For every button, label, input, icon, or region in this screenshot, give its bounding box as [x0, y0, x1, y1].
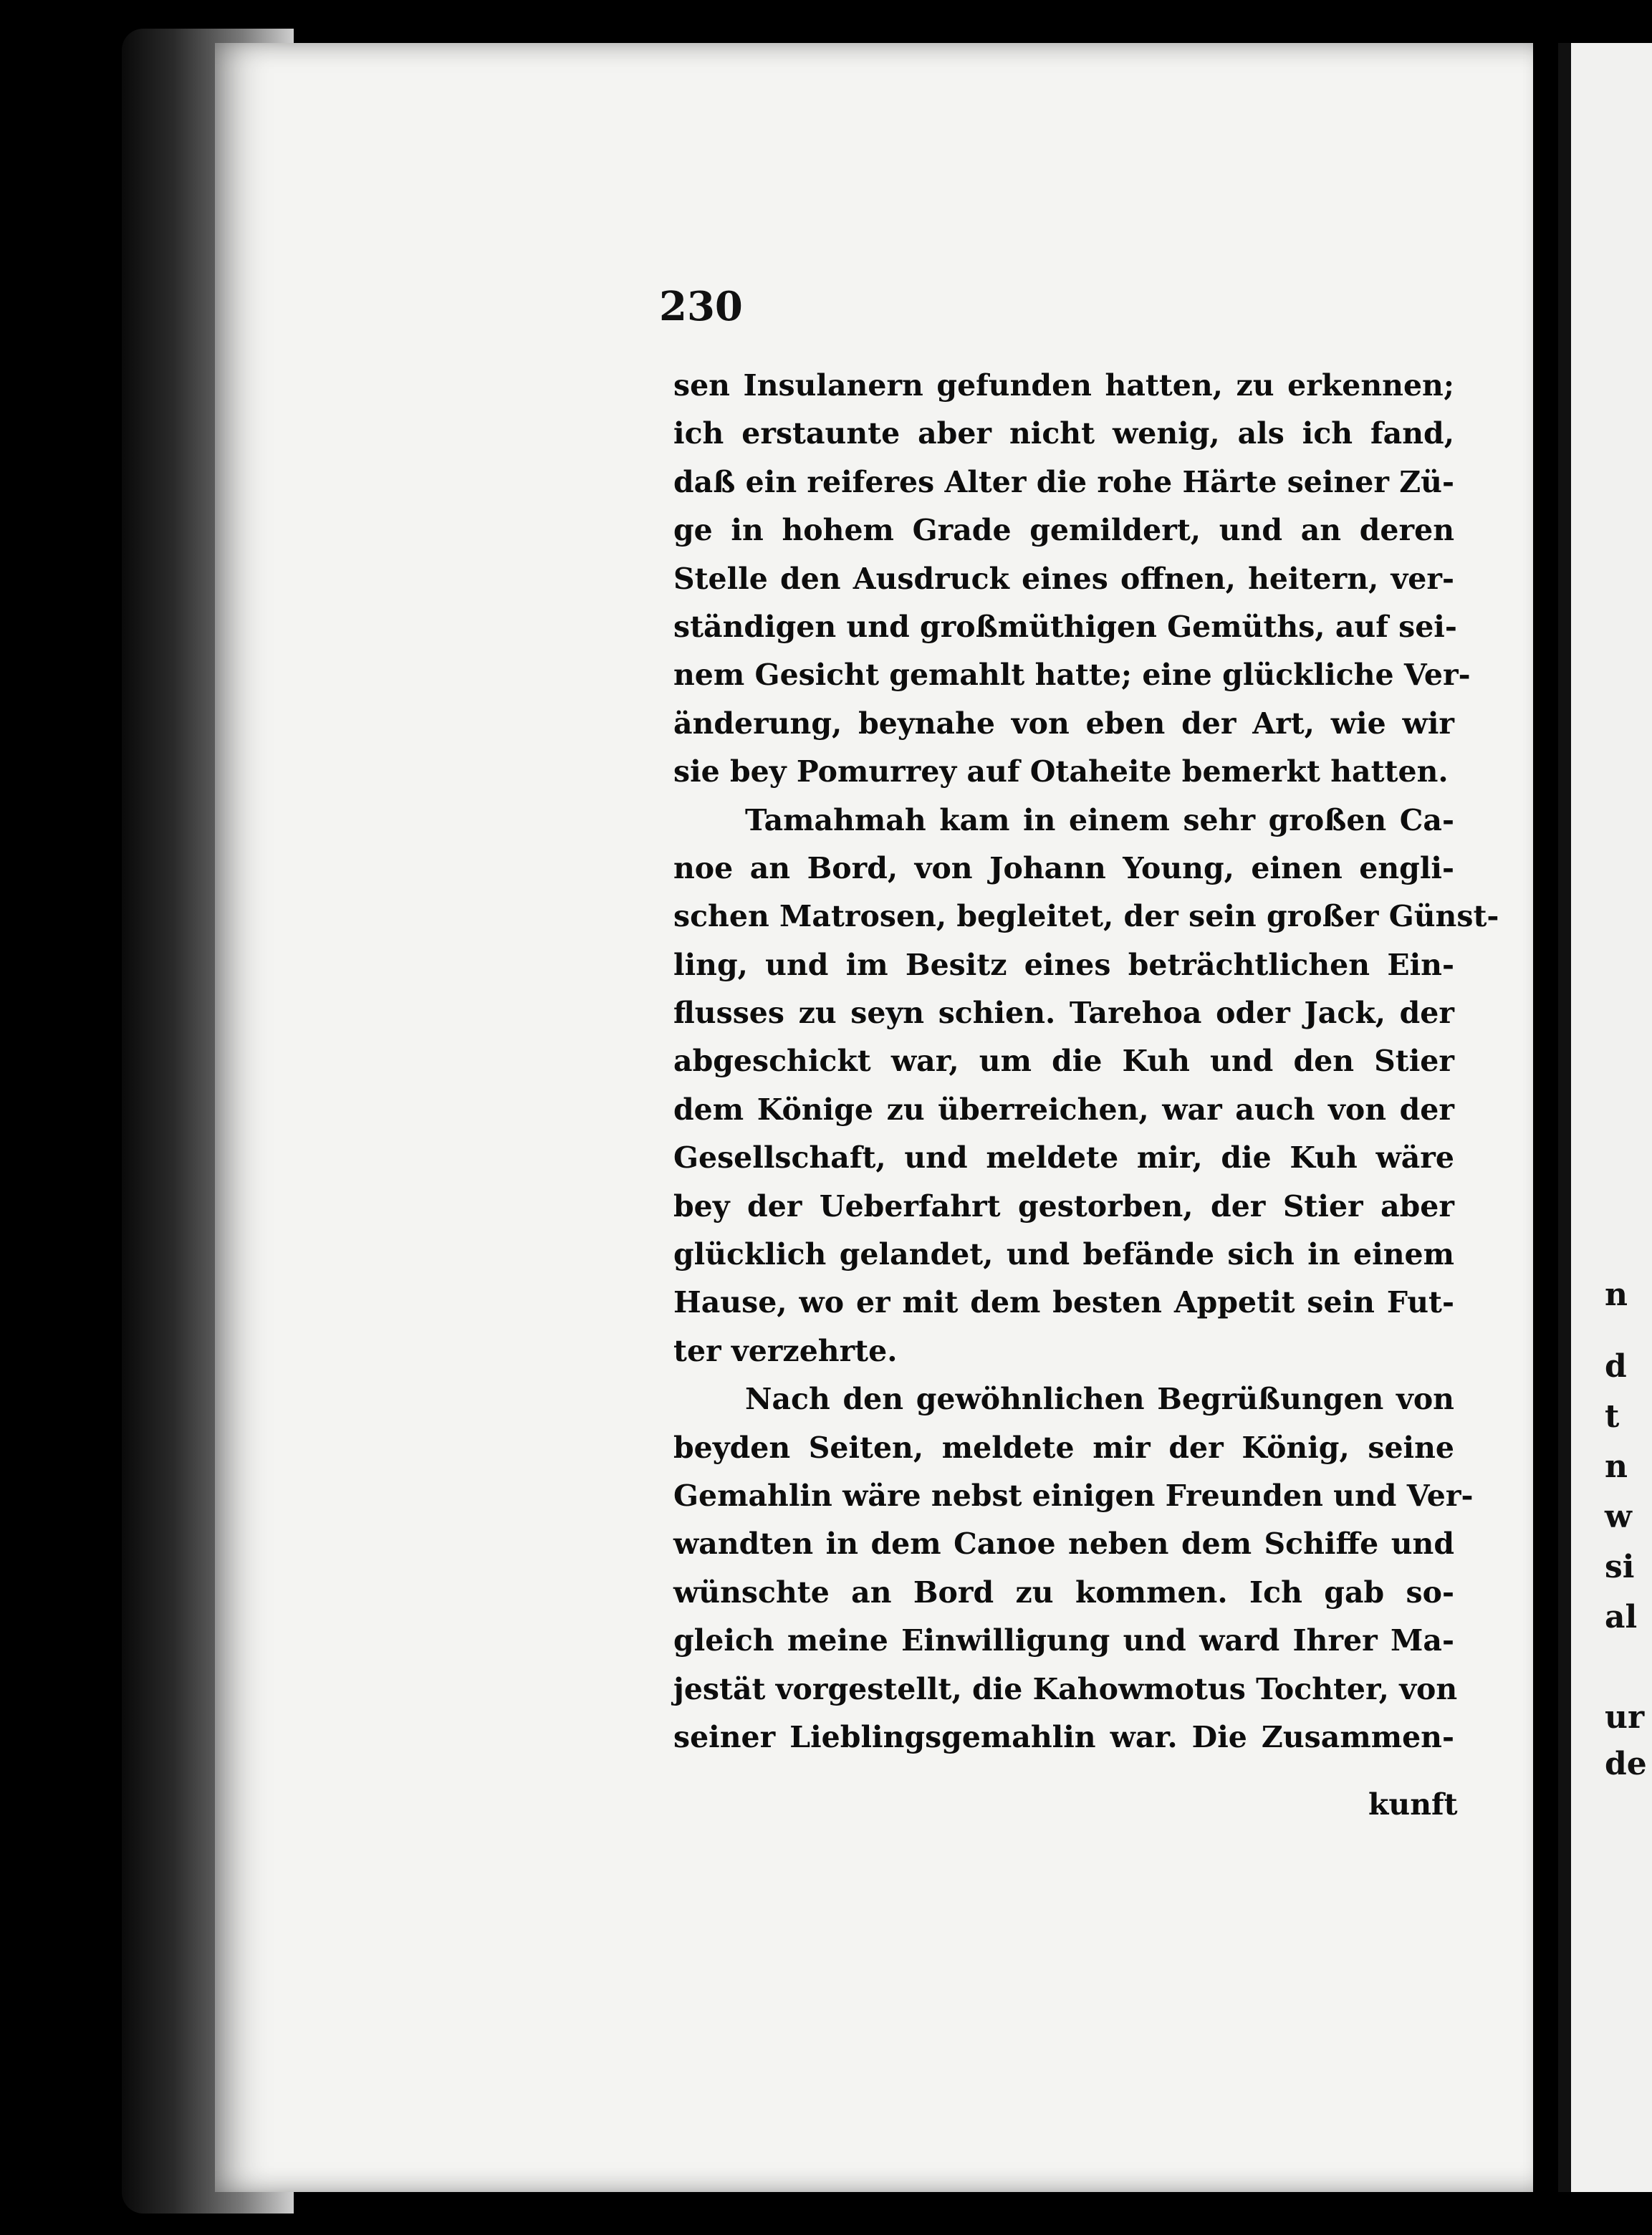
right-page-fragment: si [1605, 1549, 1635, 1585]
catchword: kunft [1368, 1787, 1458, 1822]
right-page-fragment: de [1605, 1746, 1647, 1782]
text-line: ter verzehrte. [673, 1333, 898, 1368]
text-line: wandten in dem Canoe neben dem Schiffe und [673, 1527, 1454, 1562]
right-page-fragment: al [1605, 1599, 1638, 1635]
right-page-fragment: n [1605, 1277, 1628, 1313]
text-line: gleich meine Einwilligung und ward Ihrer Ma- [673, 1623, 1454, 1658]
text-line: Nach den gewöhnlichen Begrüßungen von [745, 1382, 1454, 1417]
right-page-fragment: n [1605, 1448, 1628, 1485]
text-line: seiner Lieblingsgemahlin war. Die Zusammen- [673, 1719, 1454, 1754]
body-text [673, 362, 1499, 1761]
right-page-fragment: ur [1605, 1699, 1645, 1736]
text-line: daß ein reiferes Alter die rohe Härte seiner Zü- [673, 464, 1454, 499]
text-line: dem Könige zu überreichen, war auch von der [673, 1092, 1454, 1127]
text-line: ge in hohem Grade gemildert, und an deren [673, 513, 1454, 548]
text-line: sen Insulanern gefunden hatten, zu erkennen; [673, 368, 1454, 403]
text-line: beyden Seiten, meldete mir der König, seine [673, 1430, 1454, 1465]
text-line: flusses zu seyn schien. Tarehoa oder Jack, der [673, 996, 1454, 1031]
right-page-edge [1558, 43, 1652, 2192]
right-page-fragment: t [1605, 1398, 1620, 1435]
text-line: Gesellschaft, und meldete mir, die Kuh wäre [673, 1140, 1454, 1176]
text-line: Tamahmah kam in einem sehr großen Ca- [745, 802, 1454, 837]
text-line: ständigen und großmüthigen Gemüths, auf sei- [673, 609, 1457, 644]
text-line: Gemahlin wäre nebst einigen Freunden und Ver- [673, 1478, 1474, 1513]
text-line: ich erstaunte aber nicht wenig, als ich fand, [673, 416, 1454, 451]
text-line: Stelle den Ausdruck eines offnen, heitern, ver- [673, 561, 1454, 596]
text-line: jestät vorgestellt, die Kahowmotus Tochter, von [673, 1671, 1458, 1706]
text-line: schen Matrosen, begleitet, der sein großer Günst- [673, 899, 1499, 934]
text-line: änderung, beynahe von eben der Art, wie wir [673, 706, 1454, 741]
text-line: ling, und im Besitz eines beträchtlichen Ein- [673, 947, 1454, 982]
text-line: Hause, wo er mit dem besten Appetit sein Fut- [673, 1285, 1454, 1320]
text-line: sie bey Pomurrey auf Otaheite bemerkt hatten. [673, 754, 1449, 789]
text-line: noe an Bord, von Johann Young, einen engli- [673, 850, 1454, 885]
right-page-fragment: w [1605, 1499, 1632, 1535]
text-line: bey der Ueberfahrt gestorben, der Stier aber [673, 1188, 1454, 1224]
text-line: glücklich gelandet, und befände sich in einem [673, 1237, 1454, 1272]
page-number: 230 [659, 283, 743, 330]
text-line: wünschte an Bord zu kommen. Ich gab so- [673, 1575, 1454, 1610]
text-line: nem Gesicht gemahlt hatte; eine glückliche Ver- [673, 658, 1471, 693]
right-page-fragment: d [1605, 1348, 1627, 1385]
text-line: abgeschickt war, um die Kuh und den Stier [673, 1044, 1454, 1079]
